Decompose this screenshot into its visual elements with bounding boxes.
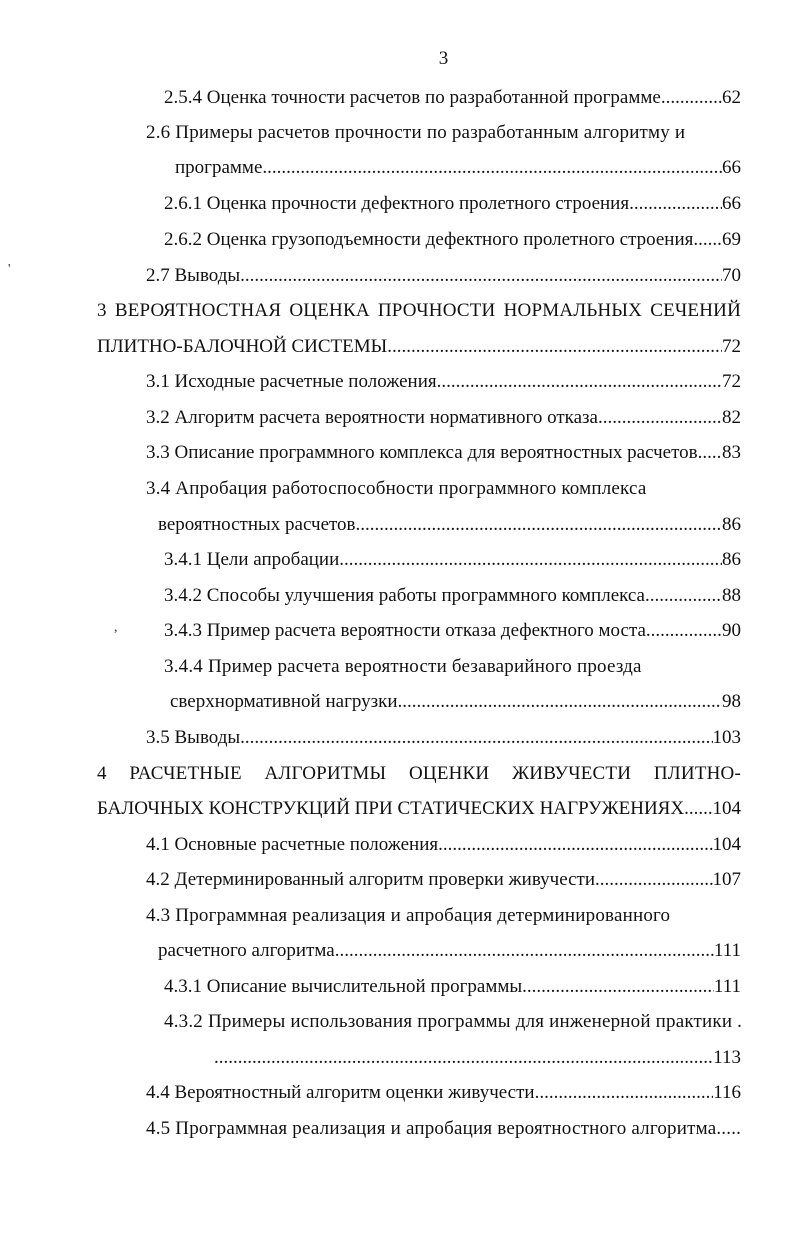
leader-dots: [535, 1081, 714, 1105]
toc-entry: [164, 228, 741, 252]
leader-dots: [645, 584, 722, 608]
toc-entry-page: 83: [722, 442, 741, 463]
toc-entry: [164, 619, 741, 643]
leader-dots: [598, 406, 722, 430]
toc-entry-title: 2.5.4 Оценка точности расчетов по разработанной программе: [164, 87, 661, 108]
leader-dots: [437, 370, 722, 394]
toc-entry-page: 86: [722, 514, 741, 535]
chapter-heading: [97, 762, 741, 786]
toc-entry: [164, 975, 741, 999]
toc-entry-title: 3.5 Выводы: [146, 727, 241, 748]
leader-dots: [693, 228, 722, 252]
toc-entry-page: 90: [722, 620, 741, 641]
toc-entry-continuation: [158, 513, 741, 537]
heading-word: РАСЧЕТНЫЕ: [129, 763, 242, 784]
leader-dots: [387, 335, 722, 359]
leader-dots: [335, 939, 714, 963]
leader-dots: [684, 797, 712, 821]
toc-entry-page: 111: [713, 976, 741, 997]
toc-entry-page: 66: [722, 193, 741, 214]
toc-entry-title: 2.6 Примеры расчетов прочности по разработанным алгоритму и: [146, 122, 686, 143]
toc-entry-page: 70: [722, 265, 741, 286]
toc-entry-title: 2.6.1 Оценка прочности дефектного пролетного строения: [164, 193, 630, 214]
toc-entry-page: 116: [713, 1082, 741, 1103]
toc-entry-title: сверхнормативной нагрузки: [170, 691, 398, 712]
toc-entry-page: 111: [713, 940, 741, 961]
toc-entry-page: 72: [722, 336, 741, 357]
page-number: 3: [438, 48, 449, 69]
toc-entry: [146, 868, 741, 892]
toc-entry: [164, 1010, 742, 1034]
toc-entry-title: 4.5 Программная реализация и апробация вероятностного алгоритма.....: [146, 1118, 742, 1139]
chapter-heading-continuation: [97, 335, 741, 359]
toc-entry-title: 3.2 Алгоритм расчета вероятности нормативного отказа: [146, 407, 598, 428]
leader-dots: [438, 833, 712, 857]
heading-word: 4: [97, 763, 107, 784]
toc-entry: [146, 833, 741, 857]
toc-entry-continuation: [214, 1046, 741, 1070]
toc-entry-title: программе: [175, 157, 263, 178]
toc-entry-title: 3.4 Апробация работоспособности программного комплекса: [146, 478, 647, 499]
toc-entry-continuation: [170, 690, 741, 714]
leader-dots: [214, 1046, 713, 1070]
toc-entry-page: 113: [713, 1047, 741, 1068]
toc-entry: [146, 406, 741, 430]
toc-entry: [146, 726, 741, 750]
toc-entry-title: 4.3 Программная реализация и апробация детерминированного: [146, 905, 671, 926]
leader-dots: [646, 619, 722, 643]
toc-entry: [164, 192, 741, 216]
toc-entry-title: ПЛИТНО-БАЛОЧНОЙ СИСТЕМЫ: [97, 336, 388, 357]
toc-entry: [146, 477, 647, 501]
toc-entry-continuation: [158, 939, 741, 963]
toc-entry: [164, 584, 741, 608]
toc-entry-title: вероятностных расчетов: [158, 514, 356, 535]
toc-entry: [164, 86, 741, 110]
toc-entry-title: 2.7 Выводы: [146, 265, 241, 286]
toc-entry-title: 3.4.4 Пример расчета вероятности безаварийного проезда: [164, 656, 642, 677]
toc-entry-title: 4.1 Основные расчетные положения: [146, 834, 439, 855]
toc-entry: [146, 904, 670, 928]
toc-entry-page: 104: [712, 834, 741, 855]
scan-speck: ': [8, 262, 11, 277]
toc-entry-title: 2.6.2 Оценка грузоподъемности дефектного пролетного строения: [164, 229, 694, 250]
chapter-heading-continuation: [97, 797, 741, 821]
toc-entry-continuation: [175, 156, 741, 180]
toc-entry: [146, 121, 685, 145]
heading-word: ОЦЕНКИ: [408, 763, 490, 784]
leader-dots: [629, 192, 722, 216]
toc-entry-title: 3.4.3 Пример расчета вероятности отказа дефектного моста: [164, 620, 646, 641]
toc-entry-page: 98: [722, 691, 741, 712]
toc-entry-title: 4.3.2 Примеры использования программы для инженерной практики .: [164, 1011, 743, 1032]
toc-entry-title: 3.4.2 Способы улучшения работы программного комплекса: [164, 585, 645, 606]
toc-entry-page: 107: [712, 869, 741, 890]
toc-entry-title: 4.4 Вероятностный алгоритм оценки живучести: [146, 1082, 535, 1103]
toc-entry: [146, 1081, 741, 1105]
toc-entry-page: 86: [722, 549, 741, 570]
toc-entry: [146, 264, 741, 288]
leader-dots: [595, 868, 712, 892]
toc-entry-title: расчетного алгоритма: [158, 940, 335, 961]
toc-entry-page: 103: [712, 727, 741, 748]
toc-entry: [146, 370, 741, 394]
toc-entry-title: БАЛОЧНЫХ КОНСТРУКЦИЙ ПРИ СТАТИЧЕСКИХ НАГРУЖЕНИЯХ: [97, 798, 685, 819]
leader-dots: [356, 513, 722, 537]
scan-speck: ,: [114, 620, 118, 635]
leader-dots: [240, 264, 722, 288]
toc-entry-title: 3.3 Описание программного комплекса для вероятностных расчетов: [146, 442, 698, 463]
toc-entry-page: 88: [722, 585, 741, 606]
toc-entry-title: 3.4.1 Цели апробации: [164, 549, 340, 570]
leader-dots: [339, 548, 722, 572]
toc-entry-page: 82: [722, 407, 741, 428]
chapter-heading: [97, 299, 741, 323]
heading-word: НОРМАЛЬНЫХ: [503, 300, 643, 321]
heading-word: ОЦЕНКА: [289, 300, 370, 321]
heading-word: ВЕРОЯТНОСТНАЯ: [114, 300, 282, 321]
heading-word: ПЛИТНО-: [653, 763, 741, 784]
toc-entry-page: 69: [722, 229, 741, 250]
leader-dots: [661, 86, 722, 110]
heading-word: 3: [97, 300, 107, 321]
toc-entry-title: 3.1 Исходные расчетные положения: [146, 371, 437, 392]
toc-entry-page: 72: [722, 371, 741, 392]
leader-dots: [262, 156, 722, 180]
heading-word: СЕЧЕНИЙ: [650, 300, 741, 321]
toc-entry: [146, 1117, 741, 1141]
toc-entry-page: 62: [722, 87, 741, 108]
leader-dots: [398, 690, 722, 714]
heading-word: ПРОЧНОСТИ: [377, 300, 496, 321]
toc-entry: [146, 441, 741, 465]
leader-dots: [522, 975, 714, 999]
toc-entry-title: 4.2 Детерминированный алгоритм проверки живучести: [146, 869, 596, 890]
toc-entry-title: 4.3.1 Описание вычислительной программы: [164, 976, 523, 997]
leader-dots: [698, 441, 722, 465]
toc-entry-page: 104: [712, 798, 741, 819]
toc-entry: [164, 655, 642, 679]
toc-entry-page: 66: [722, 157, 741, 178]
toc-entry: [164, 548, 741, 572]
heading-word: АЛГОРИТМЫ: [264, 763, 387, 784]
heading-word: ЖИВУЧЕСТИ: [512, 763, 632, 784]
leader-dots: [240, 726, 712, 750]
